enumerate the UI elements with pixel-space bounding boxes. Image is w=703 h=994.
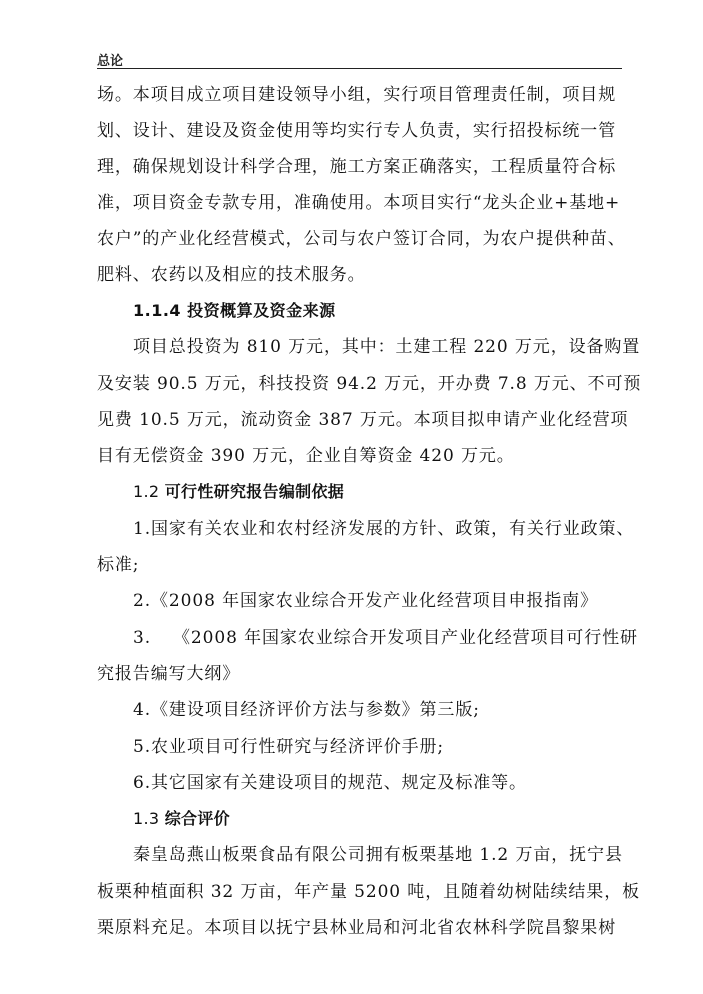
text-line: 及安装 90.5 万元，科技投资 94.2 万元，开办费 7.8 万元、不可预 (97, 373, 642, 394)
basis-item-3 (97, 620, 638, 656)
basis-item-1: 1.国家有关农业和农村经济发展的方针、政策，有关行业政策、 (133, 518, 635, 539)
basis-item-6: 6.其它国家有关建设项目的规范、规定及标准等。 (133, 772, 527, 793)
section-number: 1.2 (133, 482, 160, 502)
item-text: 《2008 年国家农业综合开发项目产业化经营项目可行性研 (173, 627, 638, 648)
section-title: 可行性研究报告编制依据 (164, 482, 345, 502)
basis-item-1-cont: 标准; (97, 555, 140, 576)
text-line: 准，项目资金专款专用，准确使用。本项目实行“龙头企业+基地+ (97, 193, 621, 213)
page-header (97, 46, 622, 69)
text-line: 场。本项目成立项目建设领导小组，实行项目管理责任制，项目规 (97, 85, 617, 105)
section-heading-1-3 (97, 801, 630, 837)
text-line: 项目总投资为 810 万元，其中：土建工程 220 万元，设备购置 (133, 337, 641, 358)
basis-item-2: 2.《2008 年国家农业综合开发产业化经营项目申报指南》 (133, 591, 598, 612)
basis-item-3-cont: 究报告编写大纲》 (97, 663, 241, 684)
text-line: 板栗种植面积 32 万亩，年产量 5200 吨，且随着幼树陆续结果，板 (97, 881, 641, 902)
basis-item-4: 4.《建设项目经济评价方法与参数》第三版; (133, 700, 480, 721)
text-line: 理，确保规划设计科学合理，施工方案正确落实，工程质量符合标 (97, 157, 617, 177)
section-number: 1.3 (133, 809, 160, 829)
text-line: 秦皇岛燕山板栗食品有限公司拥有板栗基地 1.2 万亩，抚宁县 (133, 845, 623, 866)
text-line: 肥料、农药以及相应的技术服务。 (97, 265, 366, 285)
document-body (97, 77, 642, 946)
section-title: 综合评价 (164, 809, 230, 829)
text-line: 农户”的产业化经营模式，公司与农户签订合同，为农户提供种苗、 (97, 229, 626, 249)
section-heading-1-2 (97, 474, 630, 510)
text-line: 见费 10.5 万元，流动资金 387 万元。本项目拟申请产业化经营项 (97, 409, 629, 430)
text-line: 栗原料充足。本项目以抚宁县林业局和河北省农林科学院昌黎果树 (97, 918, 617, 939)
text-line: 目有无偿资金 390 万元，企业自筹资金 420 万元。 (97, 446, 515, 467)
item-number: 3. (133, 627, 152, 648)
text-line: 划、设计、建设及资金使用等均实行专人负责，实行招投标统一管 (97, 121, 617, 141)
section-heading-1-1-4: 1.1.4 投资概算及资金来源 (133, 301, 336, 320)
basis-item-5: 5.农业项目可行性研究与经济评价手册; (133, 736, 445, 757)
header-title: 总论 (97, 54, 124, 69)
